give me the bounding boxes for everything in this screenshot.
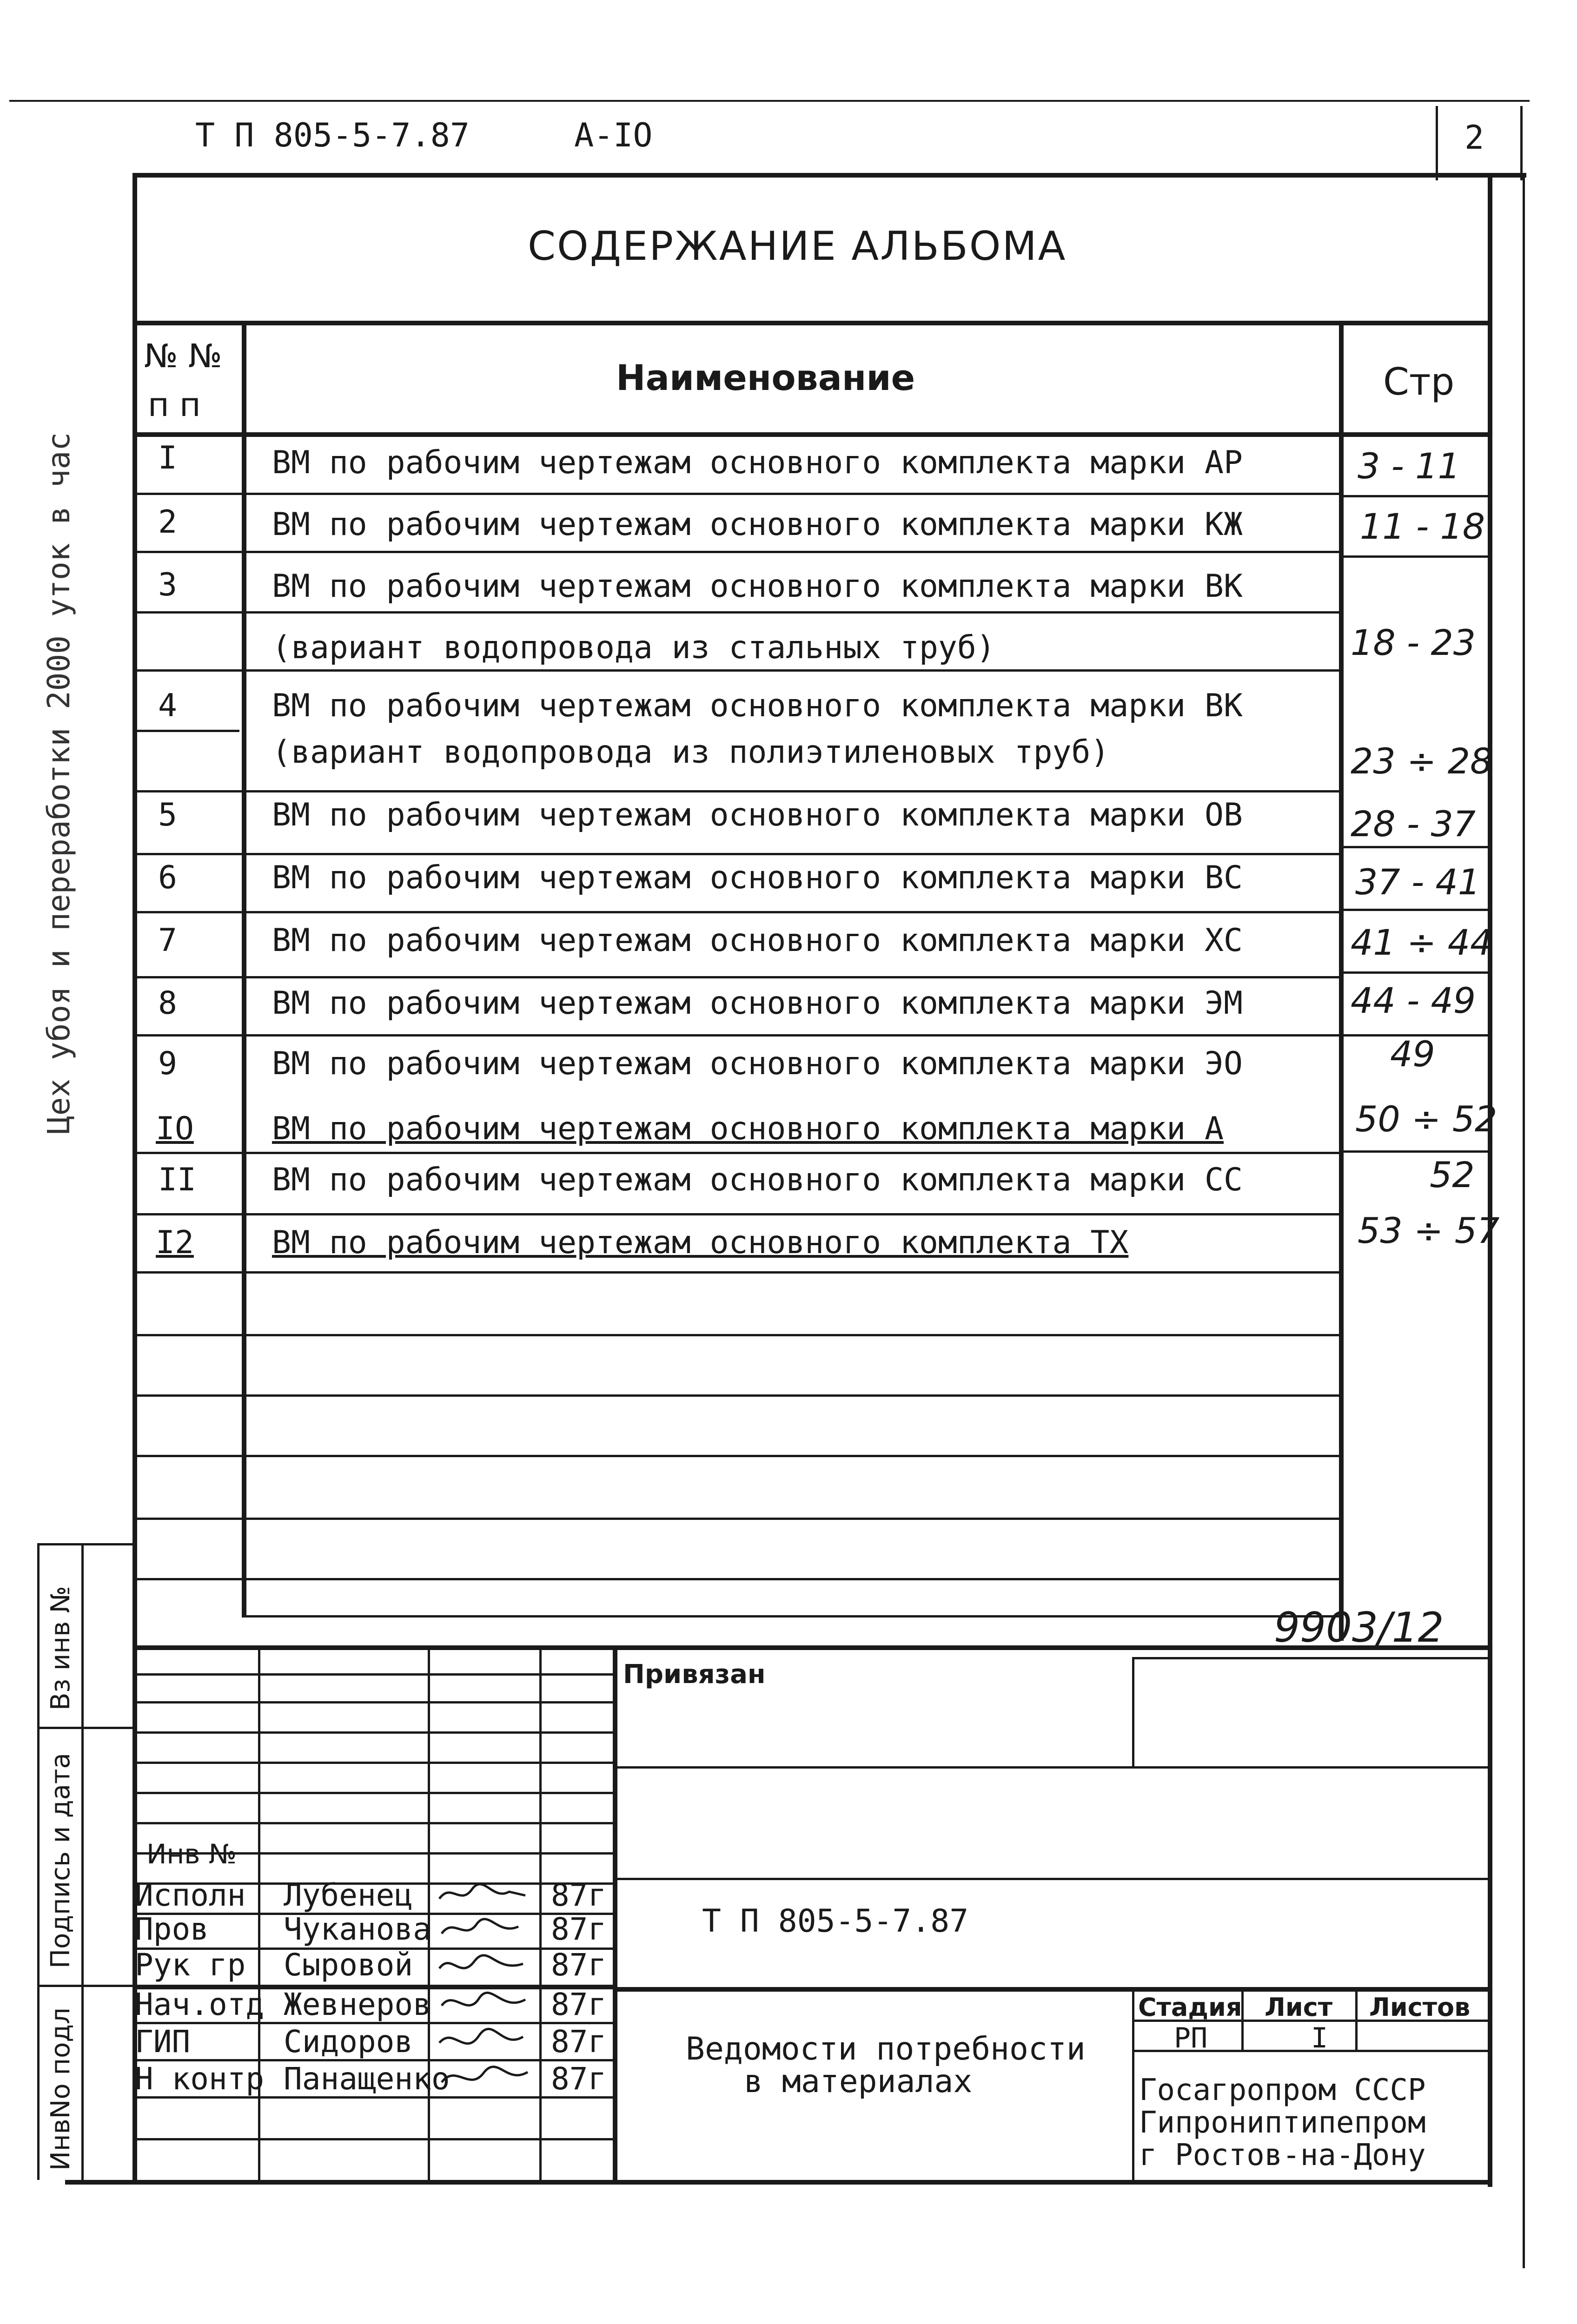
tb-org-2: Гипрониптипепром (1139, 2106, 1426, 2140)
tb-org-3: г Ростов-на-Дону (1139, 2138, 1426, 2172)
tb-line (613, 1766, 1490, 1769)
col-header-num-2: п п (148, 386, 201, 424)
row-num: I (158, 440, 177, 476)
tb-top (133, 1645, 1490, 1650)
row-page: 23 ÷ 28 (1351, 740, 1493, 782)
row-page: 50 ÷ 52 (1355, 1098, 1497, 1140)
col-header-page: Стр (1383, 360, 1455, 403)
tb-row (133, 1792, 613, 1794)
row-page: 3 - 11 (1358, 445, 1460, 487)
stamp-inv-podl: ИнвNo подл (46, 2007, 76, 2171)
row-line (133, 976, 1341, 978)
tb-person: Чуканова (284, 1911, 431, 1947)
col-num-divider (242, 321, 246, 1618)
tb-role: Рук гр (135, 1947, 246, 1983)
sheet-box-right (1520, 106, 1523, 180)
tb-line (613, 1878, 1490, 1880)
row-line (133, 1034, 1341, 1037)
tb-person: Панащенко (284, 2061, 450, 2097)
row-name: ВМ по рабочим чертежам основного комплекта марки ВК (272, 568, 1243, 605)
album-title: СОДЕРЖАНИЕ АЛЬБОМА (528, 223, 1067, 270)
frame-right-outer (1523, 177, 1525, 2268)
tb-doc-title-1: Ведомости потребности (686, 2031, 1086, 2067)
col-header-name: Наименование (616, 357, 915, 398)
row-num: 7 (158, 922, 177, 959)
row-line (133, 911, 1341, 913)
tb-row (133, 1822, 613, 1824)
tb-role: Пров (135, 1911, 209, 1947)
inventory-mark: 9903/12 (1274, 1604, 1444, 1651)
row-name: ВМ по рабочим чертежам основного комплекта марки ХС (272, 922, 1243, 959)
frame-top (133, 173, 1526, 178)
row-name: (вариант водопровода из стальных труб) (272, 629, 995, 666)
row-num: 9 (158, 1045, 177, 1082)
row-line (133, 730, 239, 732)
tb-org-1: Госагропром СССР (1139, 2073, 1426, 2107)
tb-role: ГИП (135, 2024, 191, 2060)
tb-doc-title-2: в материалах (744, 2063, 973, 2100)
row-line (133, 1394, 1341, 1397)
row-line (133, 611, 1341, 614)
row-line (133, 551, 1341, 553)
row-line (1339, 1150, 1488, 1153)
row-line (133, 1578, 1341, 1580)
header-bottom-line (133, 432, 1490, 437)
row-line (1339, 846, 1488, 848)
row-name: ВМ по рабочим чертежам основного комплекта марки КЖ (272, 506, 1243, 543)
row-name: (вариант водопровода из полиэтиленовых труб) (272, 734, 1110, 771)
tb-col-stage (1132, 1989, 1134, 2180)
side-note: Цех убоя и переработки 2000 уток в час (41, 432, 77, 1134)
col-page-divider (1339, 321, 1344, 1641)
signatures-column (432, 1878, 537, 2096)
tb-row (133, 2138, 613, 2140)
tb-role: Исполн (135, 1877, 246, 1913)
tb-person: Сыровой (284, 1947, 413, 1983)
row-page: 44 - 49 (1351, 980, 1476, 1021)
tb-stage-label: Стадия (1138, 1993, 1242, 2022)
header-doc-code: Т П 805-5-7.87 (195, 116, 470, 154)
row-page: 53 ÷ 57 (1358, 1210, 1500, 1251)
col-header-num-1: № № (144, 337, 222, 375)
tb-col-main (613, 1645, 617, 2180)
tb-inv-no: Инв № (146, 1838, 237, 1870)
row-name: ВМ по рабочим чертежам основного комплекта марки ОВ (272, 797, 1243, 833)
frame-bottom (65, 2180, 1492, 2185)
row-line (1339, 555, 1488, 558)
row-page: 11 - 18 (1360, 506, 1485, 547)
row-line (1339, 495, 1488, 497)
tb-person: Жевнеров (284, 1987, 431, 2022)
row-line (133, 853, 1341, 855)
row-num: IО (156, 1110, 194, 1147)
row-line (133, 493, 1341, 495)
stamp-divider (37, 1985, 133, 1987)
tb-role: Н контр (135, 2061, 265, 2097)
row-page: 52 (1430, 1154, 1475, 1195)
tb-doc-code: Т П 805-5-7.87 (702, 1903, 969, 1940)
tb-year: 87г (551, 2061, 607, 2097)
row-num: 4 (158, 687, 177, 724)
row-num: 2 (158, 504, 177, 541)
stamp-podpis: Подпись и дата (46, 1753, 76, 1968)
row-page: 41 ÷ 44 (1351, 922, 1493, 963)
tb-sheet-label: Лист (1265, 1993, 1332, 2022)
tb-year: 87г (551, 1877, 607, 1913)
tb-privyazan: Привязан (623, 1659, 766, 1690)
tb-row (133, 1701, 613, 1703)
row-num: I2 (156, 1224, 194, 1261)
tb-row (133, 1731, 613, 1734)
tb-stage-value: РП (1174, 2022, 1208, 2054)
row-name: ВМ по рабочим чертежам основного комплекта марки СС (272, 1162, 1243, 1198)
row-page: 28 - 37 (1351, 803, 1476, 845)
row-line (133, 1271, 1341, 1274)
tb-year: 87г (551, 2024, 607, 2060)
row-num: 3 (158, 567, 177, 603)
row-page: 49 (1390, 1033, 1435, 1075)
top-edge-line (9, 100, 1530, 102)
row-line (133, 1213, 1341, 1215)
frame-right-inner (1488, 177, 1492, 2187)
tb-year: 87г (551, 1911, 607, 1947)
row-line (1339, 971, 1488, 974)
stamp-mid-edge (81, 1543, 84, 2180)
row-line (133, 1455, 1341, 1457)
row-line (133, 790, 1341, 792)
row-line (133, 1152, 1341, 1154)
tb-col-right (1132, 1657, 1134, 1766)
tb-role: Нач.отд (135, 1987, 265, 2022)
stamp-vz-inv: Вз инв № (46, 1585, 76, 1710)
row-name: ВМ по рабочим чертежам основного комплекта марки А (272, 1110, 1224, 1147)
tb-person: Сидоров (284, 2024, 413, 2060)
header-sheet-number: 2 (1464, 119, 1484, 157)
row-line (1339, 909, 1488, 911)
stamp-left-edge (37, 1543, 40, 2180)
row-num: II (158, 1162, 196, 1198)
row-page: 37 - 41 (1355, 861, 1481, 903)
row-num: 8 (158, 985, 177, 1022)
tb-line (1132, 1657, 1490, 1659)
stamp-divider (37, 1727, 133, 1729)
row-name: ВМ по рабочим чертежам основного комплекта марки ЭО (272, 1045, 1243, 1082)
row-line (133, 1334, 1341, 1336)
tb-year: 87г (551, 1947, 607, 1983)
row-page: 18 - 23 (1351, 622, 1476, 663)
row-name: ВМ по рабочим чертежам основного комплекта марки АР (272, 444, 1243, 481)
row-name: ВМ по рабочим чертежам основного комплекта марки ВС (272, 859, 1243, 896)
tb-person: Лубенец (284, 1877, 413, 1913)
sheet-box-left (1436, 106, 1438, 180)
row-name: ВМ по рабочим чертежам основного комплекта марки ВК (272, 687, 1243, 724)
tb-row (133, 1762, 613, 1764)
header-album: А-IО (574, 116, 653, 154)
row-name: ВМ по рабочим чертежам основного комплекта марки ЭМ (272, 985, 1243, 1022)
tb-sheet-value: I (1311, 2022, 1328, 2054)
row-num: 6 (158, 859, 177, 896)
table-bottom-line (242, 1615, 1344, 1618)
tb-sheets-label: Листов (1369, 1993, 1471, 2022)
row-name: ВМ по рабочим чертежам основного комплекта ТХ (272, 1224, 1129, 1261)
tb-line-thick (613, 1987, 1490, 1992)
row-line (133, 1518, 1341, 1520)
row-num: 5 (158, 797, 177, 833)
stamp-top (37, 1543, 133, 1545)
tb-year: 87г (551, 1987, 607, 2022)
row-line (133, 669, 1341, 672)
title-bottom-line (133, 321, 1490, 325)
tb-row (133, 1673, 613, 1676)
